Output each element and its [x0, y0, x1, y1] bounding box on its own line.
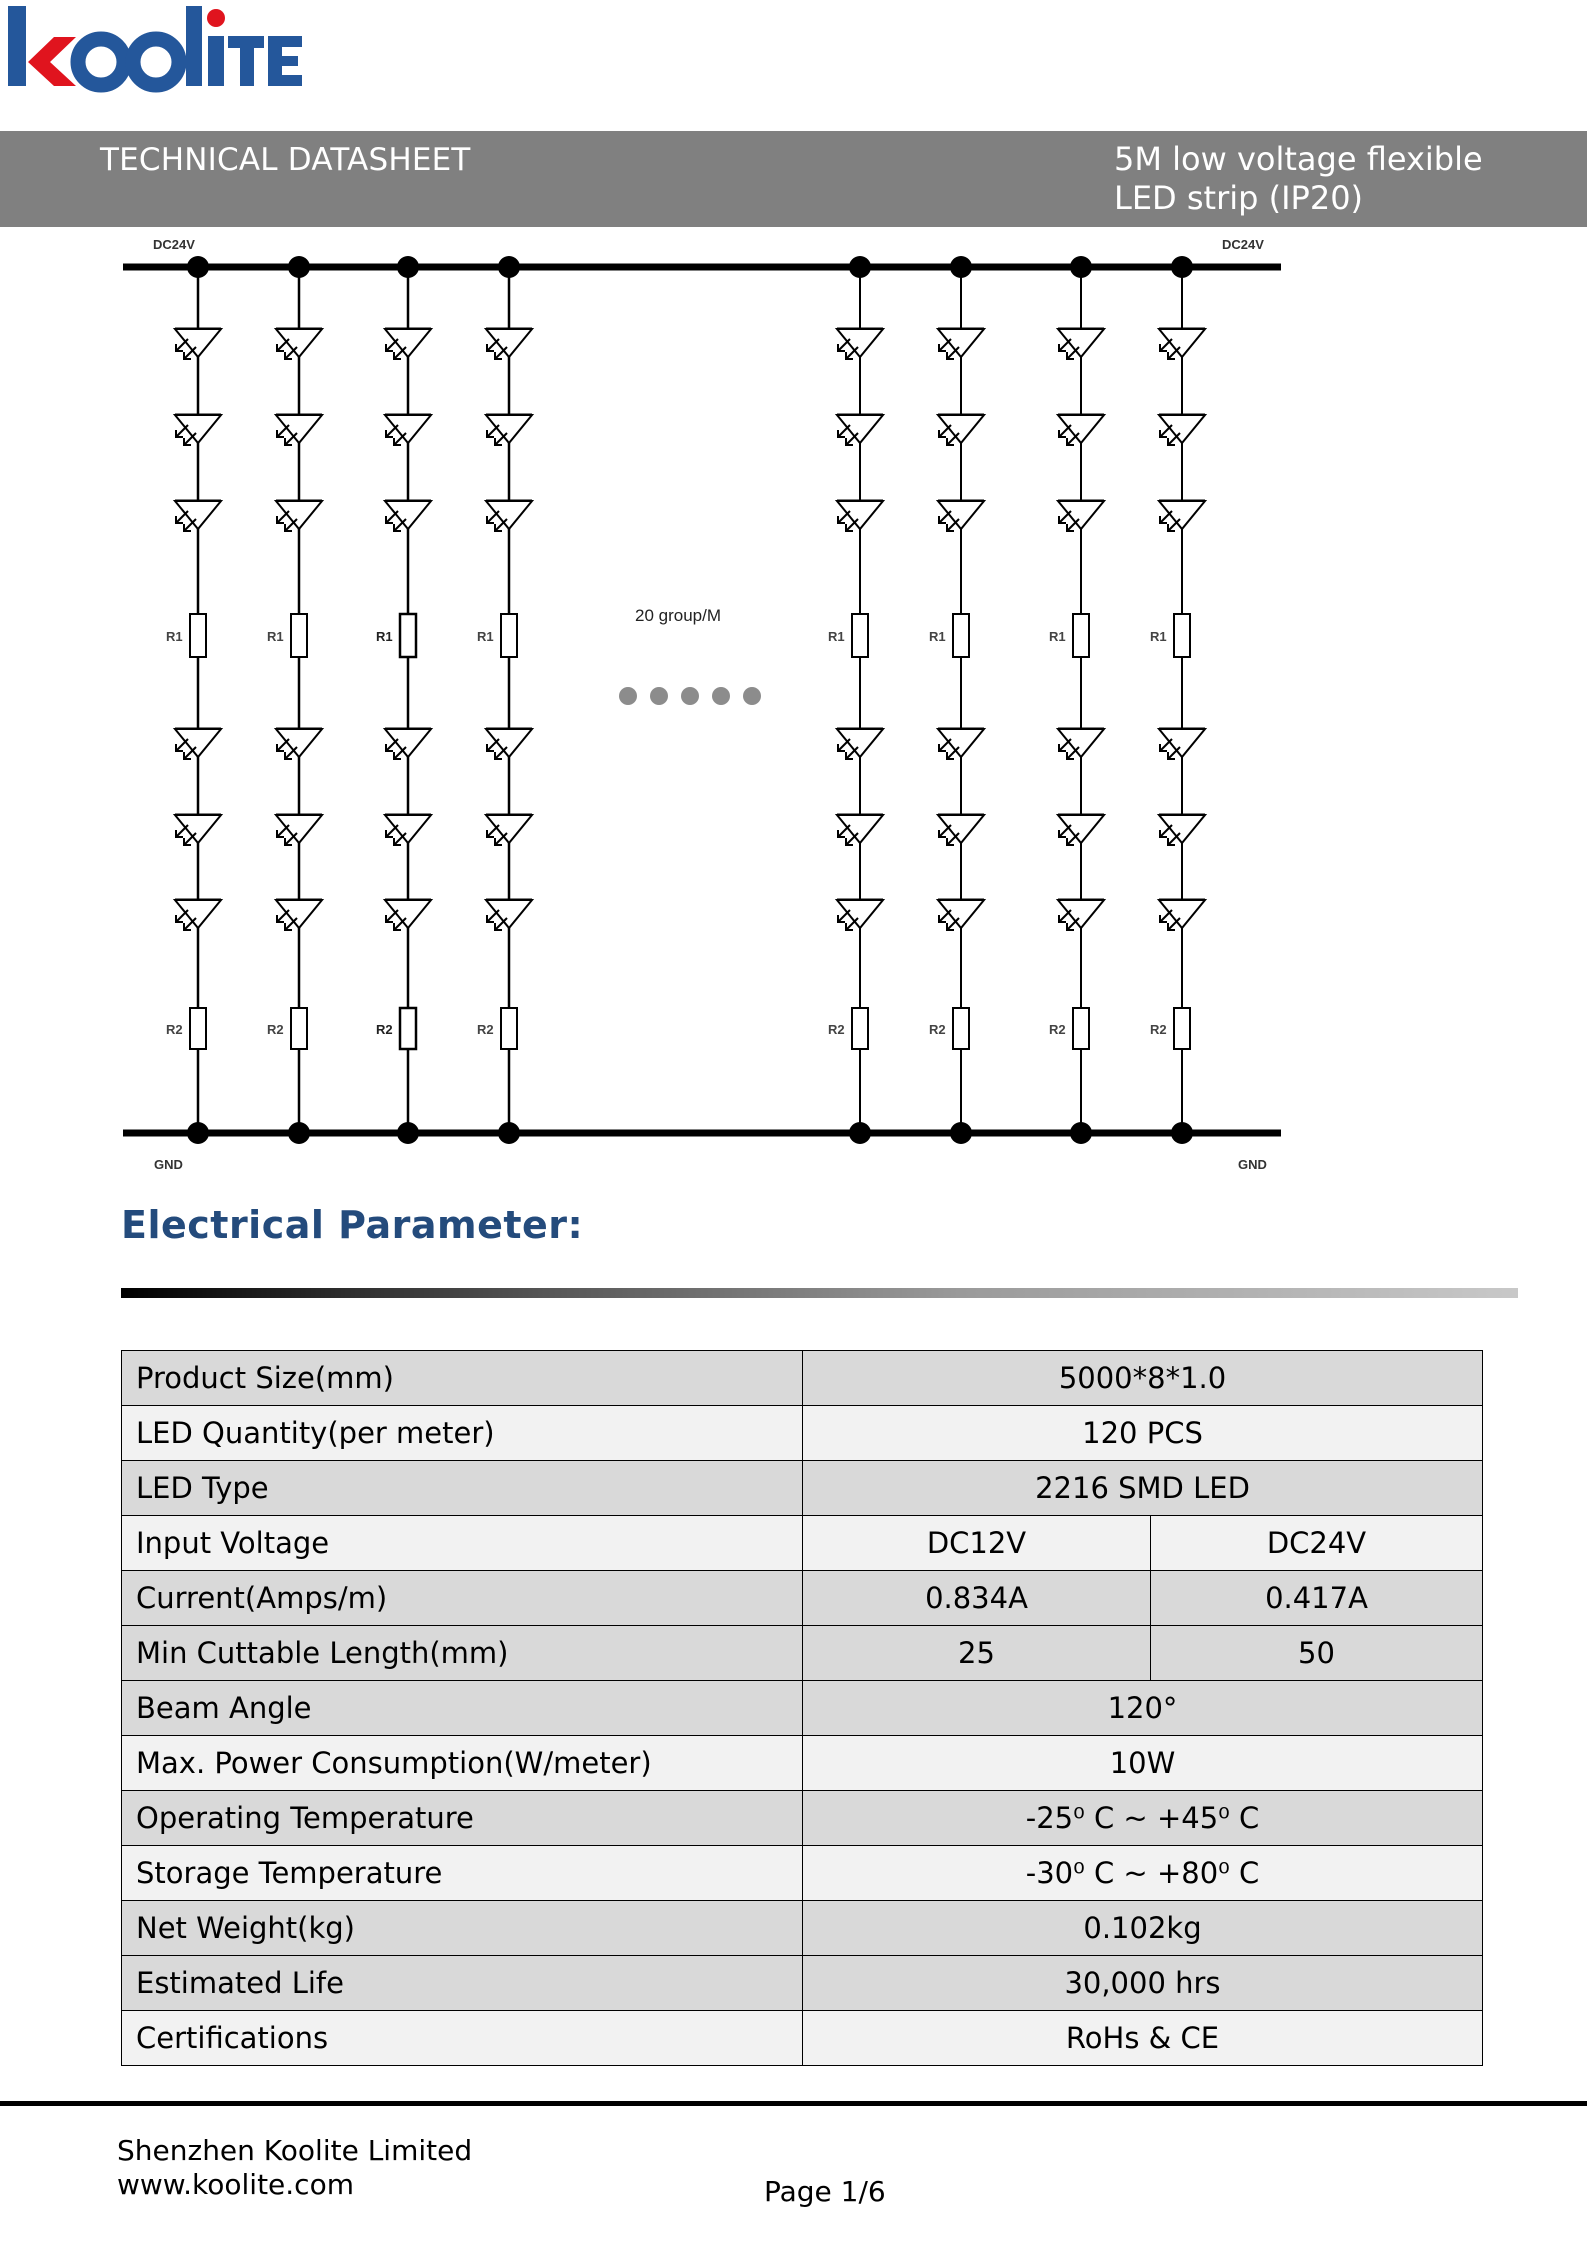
- company-website-link[interactable]: www.koolite.com: [117, 2168, 354, 2201]
- footer-divider: [0, 2101, 1587, 2106]
- table-row: [122, 2011, 1483, 2066]
- logo-chevron-icon: [28, 37, 76, 86]
- svg-text:R1: R1: [477, 629, 494, 644]
- ground-label-right: GND: [1238, 1157, 1267, 1172]
- logo-i-dot: [207, 9, 225, 27]
- param-label: Operating Temperature: [122, 1791, 803, 1846]
- svg-text:R2: R2: [1150, 1022, 1167, 1037]
- svg-text:R2: R2: [929, 1022, 946, 1037]
- company-name: Shenzhen Koolite Limited: [117, 2134, 473, 2167]
- param-label: Beam Angle: [122, 1681, 803, 1736]
- product-title-line1: 5M low voltage flexible: [1114, 140, 1483, 178]
- svg-text:R1: R1: [828, 629, 845, 644]
- table-row: [122, 1571, 1483, 1626]
- led-column-6: [929, 256, 984, 1144]
- table-row: [122, 1736, 1483, 1791]
- param-value: 120 PCS: [803, 1406, 1483, 1461]
- table-row: [122, 1461, 1483, 1516]
- koolite-logo: [6, 6, 306, 94]
- logo-i: [208, 36, 224, 86]
- supply-label-left: DC24V: [153, 237, 195, 252]
- param-value: 10W: [803, 1736, 1483, 1791]
- logo-o1: [78, 39, 124, 85]
- svg-text:R2: R2: [828, 1022, 845, 1037]
- logo-l: [186, 6, 202, 86]
- param-label: LED Quantity(per meter): [122, 1406, 803, 1461]
- param-label: Net Weight(kg): [122, 1901, 803, 1956]
- led-column-4: [477, 256, 532, 1144]
- param-value: 30,000 hrs: [803, 1956, 1483, 2011]
- param-label: Certifications: [122, 2011, 803, 2066]
- ground-label-left: GND: [154, 1157, 183, 1172]
- param-label: Current(Amps/m): [122, 1571, 803, 1626]
- table-row: [122, 1406, 1483, 1461]
- logo-k-stem: [8, 6, 26, 86]
- param-value: 5000*8*1.0: [803, 1351, 1483, 1406]
- param-label: Storage Temperature: [122, 1846, 803, 1901]
- param-value-12v: DC12V: [803, 1516, 1151, 1571]
- param-value-12v: 0.834A: [803, 1571, 1151, 1626]
- ellipsis-dots: [619, 687, 761, 705]
- svg-text:R2: R2: [1049, 1022, 1066, 1037]
- table-row: [122, 1681, 1483, 1736]
- led-column-2: [267, 256, 322, 1144]
- param-value: -30⁰ C ~ +80⁰ C: [803, 1846, 1483, 1901]
- footer-company-block: [117, 2134, 472, 2202]
- param-value: 120°: [803, 1681, 1483, 1736]
- table-row: [122, 1956, 1483, 2011]
- param-label: LED Type: [122, 1461, 803, 1516]
- led-column-3: [376, 256, 431, 1144]
- svg-text:R1: R1: [929, 629, 946, 644]
- param-label: Max. Power Consumption(W/meter): [122, 1736, 803, 1791]
- svg-text:R2: R2: [376, 1022, 393, 1037]
- param-value-24v: 0.417A: [1151, 1571, 1483, 1626]
- led-column-8: [1150, 256, 1205, 1144]
- circuit-schematic: [0, 227, 1587, 1187]
- svg-text:R1: R1: [267, 629, 284, 644]
- param-value: RoHs & CE: [803, 2011, 1483, 2066]
- param-value-24v: DC24V: [1151, 1516, 1483, 1571]
- document-type-title: TECHNICAL DATASHEET: [100, 142, 471, 178]
- svg-text:R2: R2: [267, 1022, 284, 1037]
- electrical-parameter-table: [121, 1350, 1483, 2066]
- table-row: [122, 1516, 1483, 1571]
- led-column-7: [1049, 256, 1104, 1144]
- svg-text:R1: R1: [376, 629, 393, 644]
- table-row: [122, 1846, 1483, 1901]
- logo-o2: [133, 39, 179, 85]
- svg-text:R1: R1: [1150, 629, 1167, 644]
- param-value: -25⁰ C ~ +45⁰ C: [803, 1791, 1483, 1846]
- table-row: [122, 1901, 1483, 1956]
- param-label: Min Cuttable Length(mm): [122, 1626, 803, 1681]
- param-label: Input Voltage: [122, 1516, 803, 1571]
- group-label: 20 group/M: [635, 606, 721, 625]
- param-label: Product Size(mm): [122, 1351, 803, 1406]
- svg-text:R1: R1: [1049, 629, 1066, 644]
- table-row: [122, 1626, 1483, 1681]
- param-value: 0.102kg: [803, 1901, 1483, 1956]
- svg-text:R2: R2: [166, 1022, 183, 1037]
- led-column-5: [828, 256, 883, 1144]
- param-label: Estimated Life: [122, 1956, 803, 2011]
- table-row: [122, 1791, 1483, 1846]
- section-title-electrical-parameter: Electrical Parameter:: [121, 1203, 584, 1247]
- led-column-1: [166, 256, 221, 1144]
- product-title-line2: LED strip (IP20): [1114, 179, 1364, 217]
- table-row: [122, 1351, 1483, 1406]
- product-title: [1114, 140, 1483, 218]
- supply-label-right: DC24V: [1222, 237, 1264, 252]
- param-value: 2216 SMD LED: [803, 1461, 1483, 1516]
- page-number: Page 1/6: [764, 2175, 886, 2208]
- param-value-24v: 50: [1151, 1626, 1483, 1681]
- param-value-12v: 25: [803, 1626, 1151, 1681]
- gradient-divider: [121, 1288, 1518, 1298]
- svg-text:R2: R2: [477, 1022, 494, 1037]
- svg-text:R1: R1: [166, 629, 183, 644]
